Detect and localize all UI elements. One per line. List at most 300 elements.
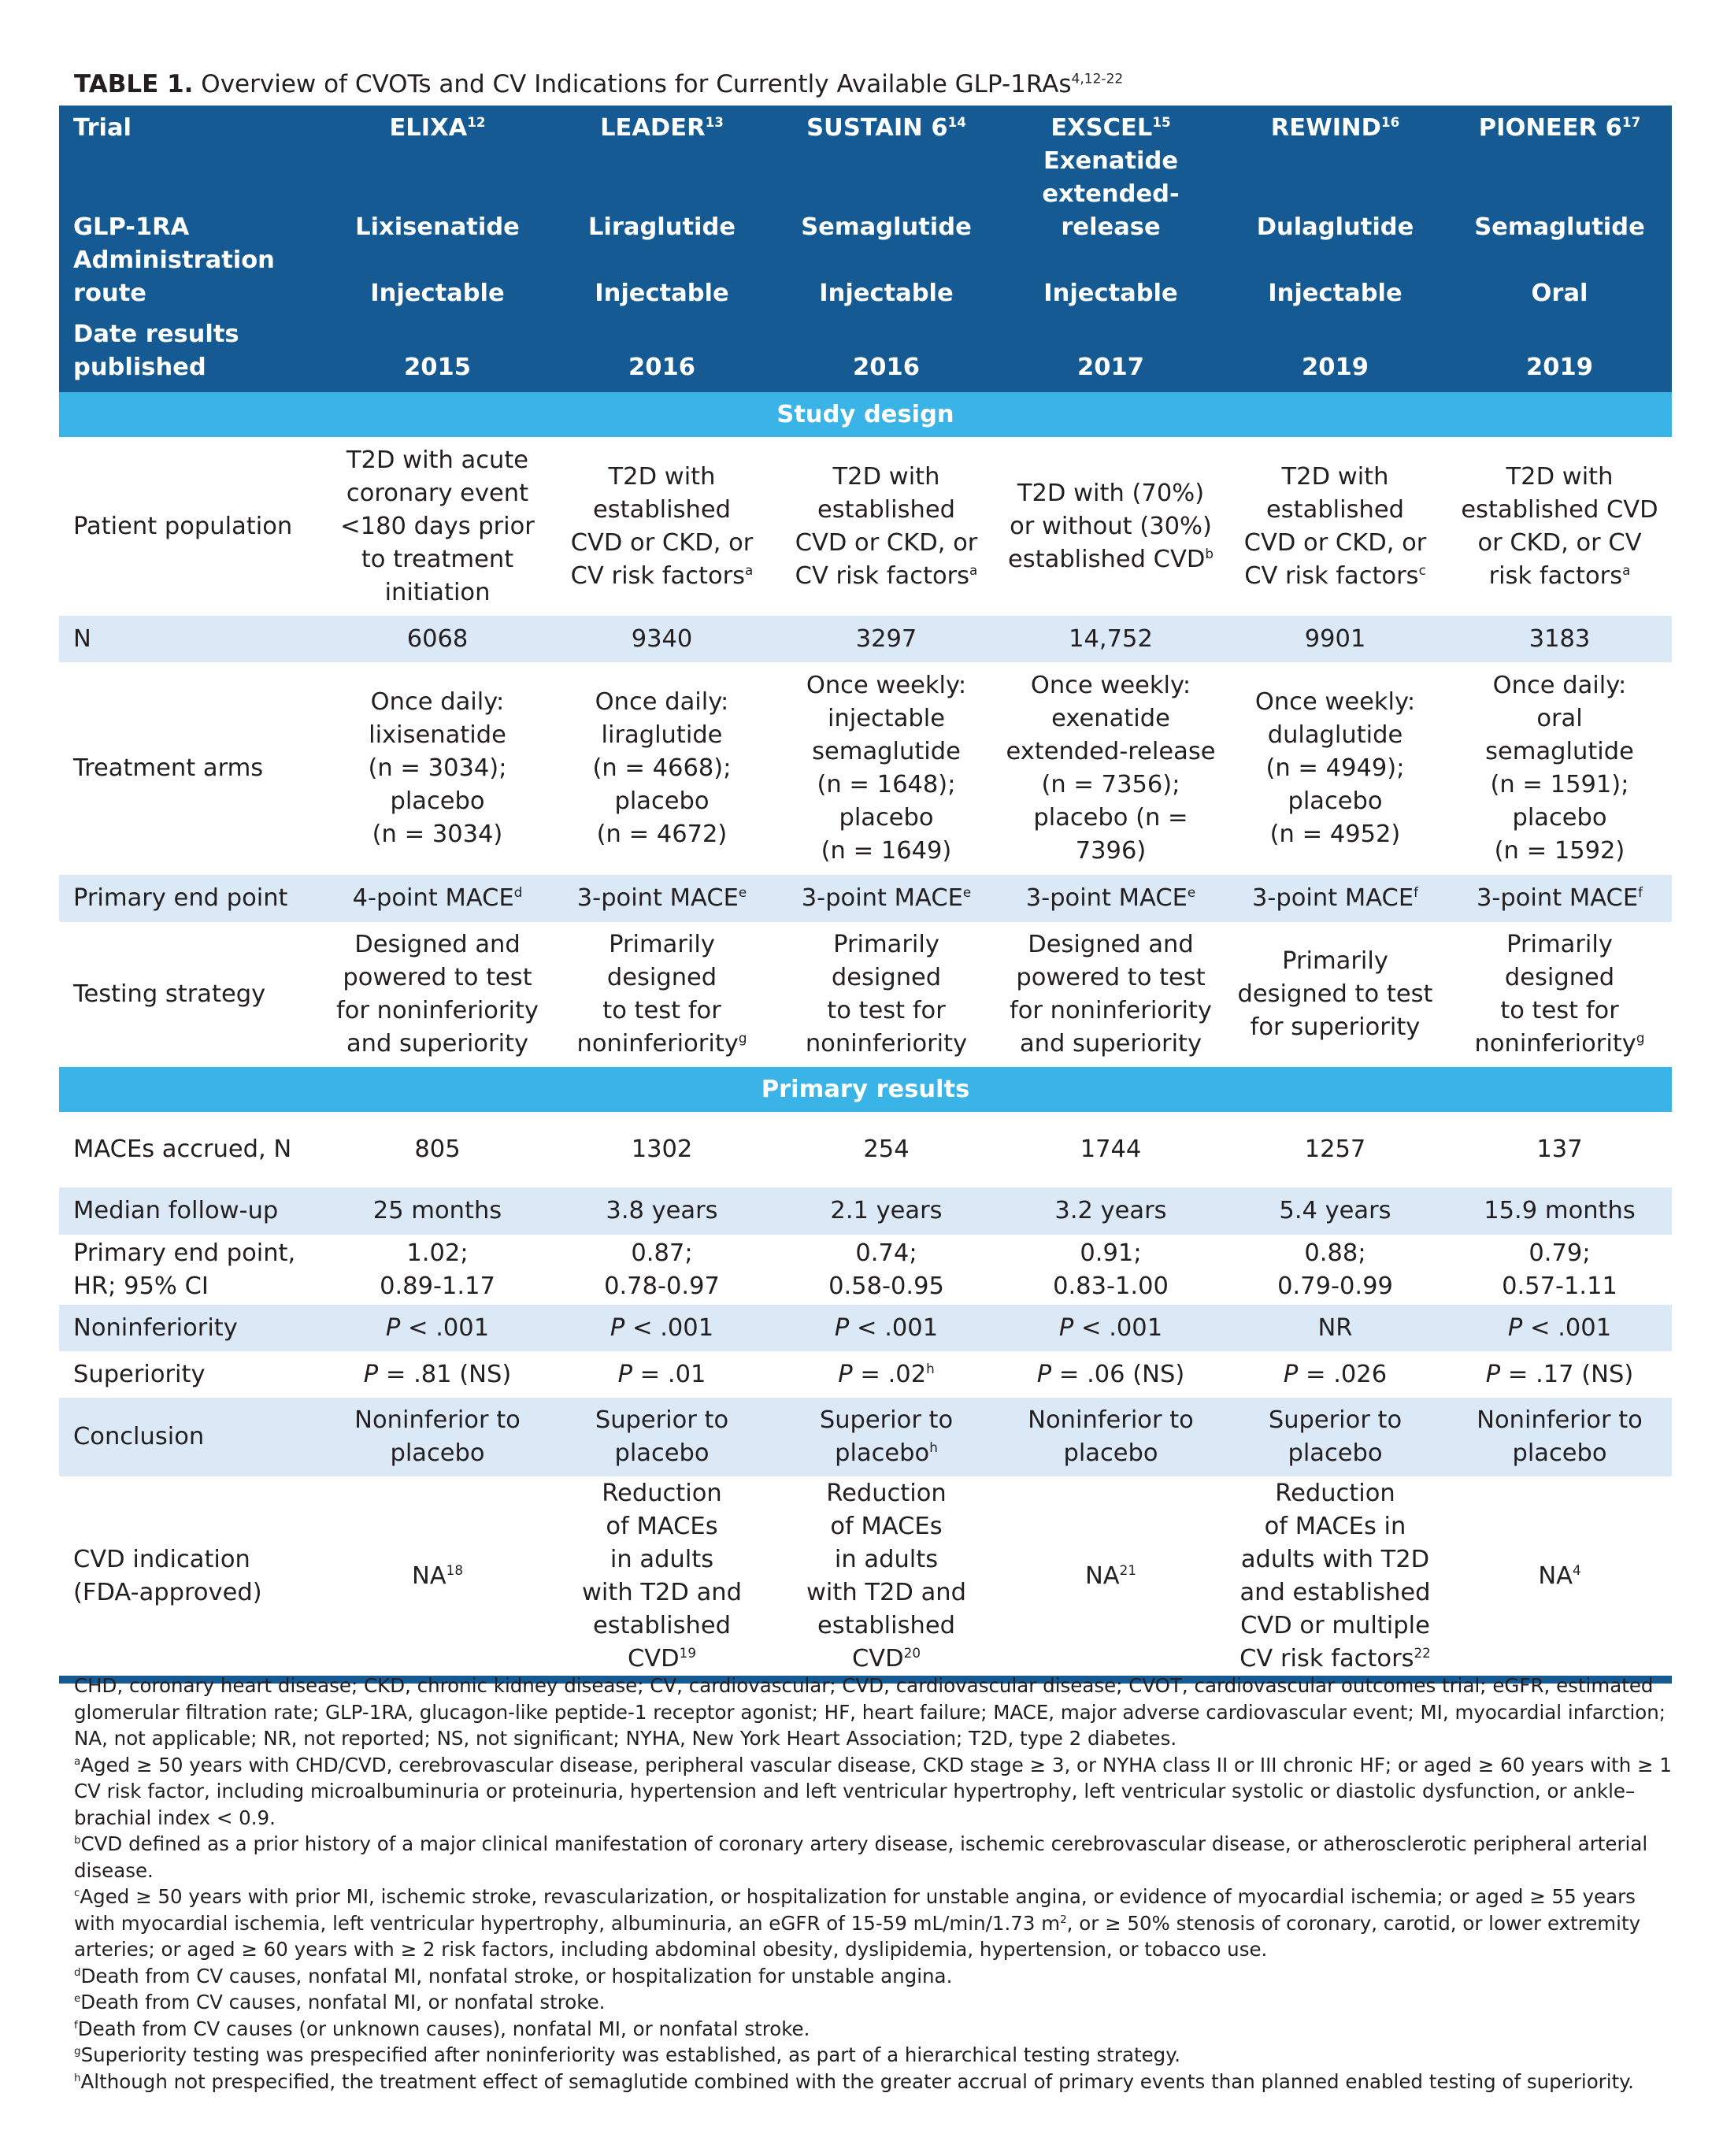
row-label-text: Median follow-up: [73, 1197, 279, 1224]
study-design-section: [59, 392, 1672, 437]
table-title-refs: 4,12-22: [1071, 71, 1124, 87]
primary-results-section-label: [59, 1067, 1672, 1112]
cell-line: Exenatide: [1043, 147, 1179, 175]
cell-line: Designed and: [1028, 931, 1194, 958]
cell-line: <180 days prior: [340, 512, 535, 540]
cell-line: 0.79-0.99: [1277, 1272, 1393, 1300]
cell-line: CV risk factors: [795, 561, 970, 590]
strategy-cell: [1223, 922, 1447, 1067]
arms-cell: [774, 662, 999, 875]
study-design-section-label: [59, 392, 1672, 437]
cell-line: liraglutide: [601, 721, 723, 749]
footnote-mark: d: [513, 884, 523, 900]
footnote-mark: g: [738, 1029, 747, 1046]
cell-line: Reduction: [602, 1479, 722, 1507]
endpoint-cell: [325, 875, 550, 922]
maces-cell: [774, 1112, 999, 1187]
cell-line: placebo: [1512, 804, 1607, 832]
footnote-g: [74, 2042, 1673, 2069]
footnote-mark: e: [1187, 884, 1196, 900]
cell-line: 0.57-1.11: [1502, 1272, 1617, 1300]
cell-line: placebo (n = 7396): [1033, 804, 1188, 865]
reference-mark: 18: [446, 1561, 464, 1578]
footnote-c: [74, 1884, 1673, 1963]
footnote-mark: c: [1418, 561, 1426, 578]
cell-text: 3.2 years: [1054, 1197, 1167, 1224]
cell-line: 0.89-1.17: [380, 1272, 495, 1300]
footnote-mark: f: [1414, 884, 1418, 900]
cell-line: 0.91;: [1080, 1239, 1142, 1267]
superiority-cell: [999, 1351, 1223, 1398]
primary-results-section: [59, 1067, 1672, 1112]
cell-line: Once daily:: [370, 688, 505, 716]
cell-line: NA: [411, 1561, 446, 1590]
cell-line: NA: [1084, 1561, 1120, 1590]
cell-line: T2D with: [1506, 462, 1614, 491]
cell-text: = .01: [632, 1360, 706, 1388]
cell-line: T2D with: [1281, 462, 1389, 491]
route-text: Oral: [1531, 280, 1588, 307]
population-label: [59, 437, 325, 616]
cell-line: (n = 3034): [372, 821, 503, 848]
cell-text: 1257: [1304, 1135, 1366, 1163]
cell-line: Designed and: [354, 931, 521, 958]
footnote-mark: a: [1622, 561, 1631, 578]
cell-line: placebo: [1288, 1439, 1383, 1467]
cell-line: Noninferior to: [1477, 1406, 1643, 1434]
cell-text: 3-point MACE: [801, 884, 963, 912]
noninferiority-cell: [1223, 1305, 1447, 1351]
cell-text: < .001: [849, 1313, 939, 1342]
followup-cell: [1447, 1187, 1672, 1235]
route-text: Injectable: [370, 280, 505, 307]
cell-line: placebo: [835, 1439, 930, 1467]
population-cell: [1447, 437, 1672, 616]
cell-line: with T2D and: [806, 1578, 966, 1606]
row-label-text: Testing strategy: [73, 980, 266, 1008]
cell-line: CVD or CKD, or: [570, 528, 754, 557]
cell-line: with T2D and: [581, 1578, 742, 1606]
trial-ref: 17: [1621, 113, 1641, 130]
cell-line: (n = 1648);: [817, 771, 956, 798]
year: [999, 310, 1223, 392]
cell-line: CV risk factors: [570, 561, 746, 590]
cell-line: semaglutide: [1485, 738, 1634, 765]
cell-text: 805: [414, 1135, 461, 1163]
cell-line: extended-release: [1006, 738, 1216, 765]
drug-name: [774, 145, 999, 244]
cell-text: 3297: [855, 624, 917, 653]
row-label-text: Noninferiority: [73, 1313, 238, 1342]
cell-line: Once weekly:: [1254, 688, 1416, 716]
p-letter: P: [1507, 1313, 1523, 1342]
cell-line: noninferiority: [1474, 1030, 1636, 1058]
superscript: 2: [1060, 1913, 1067, 1926]
cell-line: Superior to: [819, 1406, 954, 1434]
cell-line: placebo: [1063, 1439, 1158, 1467]
cell-line: (n = 1592): [1494, 837, 1625, 865]
footnote-mark: f: [1638, 884, 1643, 900]
trial-name-text: REWIND: [1270, 114, 1381, 142]
cell-line: CVD: [628, 1644, 680, 1673]
n-cell: [774, 616, 999, 662]
p-letter: P: [363, 1360, 379, 1388]
row-label-text: Superiority: [73, 1360, 206, 1388]
cell-line: (n = 4952): [1269, 821, 1401, 848]
trial-label: [59, 106, 325, 145]
trial-name-text: ELIXA: [389, 114, 468, 142]
route: [550, 244, 774, 310]
footnote-text: , or ≥ 50% stenosis of coronary, carotid, or lower extremity arteries; or aged ≥ 60 years with ≥ 2 risk factors, including abdominal obesity, dyslipidemia, hypertension, or tobacco use.: [74, 1911, 1641, 1961]
year: [1223, 310, 1447, 392]
cell-line: Primarily: [833, 931, 939, 958]
cell-line: Reduction: [1275, 1479, 1395, 1507]
cell-line: and superiority: [346, 1030, 529, 1058]
footnote-mark: f: [74, 2018, 78, 2032]
reference-mark: 20: [903, 1644, 921, 1661]
maces-cell: [1447, 1112, 1672, 1187]
followup-cell: [999, 1187, 1223, 1235]
footnote-mark: e: [74, 1991, 81, 2005]
row-label-text: Administration route: [73, 246, 275, 307]
footnote-text: Death from CV causes, nonfatal MI, nonfatal stroke, or hospitalization for unstable angina.: [80, 1964, 953, 1987]
cell-text: = .17 (NS): [1500, 1360, 1634, 1388]
drug-name: [1223, 145, 1447, 244]
cell-line: Once daily:: [595, 688, 729, 716]
footnote-mark: a: [745, 561, 754, 578]
cell-text: < .001: [624, 1313, 714, 1342]
superiority-cell: [774, 1351, 999, 1398]
cell-line: placebo: [1288, 787, 1383, 815]
year: [325, 310, 550, 392]
cell-line: (n = 4672): [596, 821, 728, 848]
reference-mark: 19: [679, 1644, 696, 1661]
arms-cell: [550, 662, 774, 875]
trial-ref: 15: [1152, 113, 1171, 130]
p-letter: P: [610, 1313, 625, 1342]
cell-line: established CVD: [1008, 545, 1206, 573]
reference-mark: 4: [1573, 1561, 1581, 1578]
followup-cell: [1223, 1187, 1447, 1235]
cell-line: designed to test: [1237, 980, 1433, 1008]
footnote-mark: e: [962, 884, 972, 900]
footnote-h: [74, 2069, 1673, 2095]
superiority-cell: [1447, 1351, 1672, 1398]
footnote-e: [74, 1989, 1673, 2016]
row-label-text: MACEs accrued, N: [73, 1135, 292, 1163]
cell-line: designed: [831, 964, 942, 991]
footnote-mark: a: [74, 1754, 81, 1768]
noninferiority-cell: [999, 1305, 1223, 1351]
noninferiority-cell: [774, 1305, 999, 1351]
hr-cell: [1223, 1235, 1447, 1305]
endpoint-label: [59, 875, 325, 922]
trial-name: [1447, 106, 1672, 145]
cell-line: lixisenatide: [369, 721, 506, 749]
indication-cell: [325, 1476, 550, 1680]
cell-text: 137: [1536, 1135, 1583, 1163]
footnote-text: Aged ≥ 50 years with prior MI, ischemic stroke, revascularization, or hospitalization for unstable angina, or evidence of myocardial ischemia; or aged ≥ 55 years with myocardial ischemia, left ventricular hypertrophy, albuminuria, an eGFR of 15-59 mL/min/1.73 m: [74, 1885, 1636, 1935]
n-cell: [325, 616, 550, 662]
noninferiority-cell: [1447, 1305, 1672, 1351]
cell-line: placebo: [1512, 1439, 1607, 1467]
cell-line: (n = 7356);: [1041, 771, 1180, 798]
cell-line: CV risk factors: [1239, 1644, 1414, 1673]
followup-label: [59, 1187, 325, 1235]
cell-line: to test for: [602, 997, 721, 1024]
route-text: Injectable: [595, 280, 729, 307]
cell-line: to test for: [1500, 997, 1619, 1024]
cell-line: or without (30%): [1010, 512, 1212, 540]
year-text: 2016: [853, 354, 920, 381]
noninferiority-cell: [325, 1305, 550, 1351]
year: [774, 310, 999, 392]
route-text: Injectable: [819, 280, 954, 307]
cell-line: for noninferiority: [336, 997, 539, 1024]
cell-line: initiation: [384, 578, 491, 606]
cell-line: noninferiority: [576, 1030, 739, 1058]
year-text: 2019: [1302, 354, 1369, 381]
cell-line: and established: [1239, 1578, 1431, 1606]
cell-line: CVD or multiple: [1240, 1611, 1430, 1639]
population-cell: [550, 437, 774, 616]
cell-line: and superiority: [1019, 1030, 1202, 1058]
conclusion-row: [59, 1398, 1672, 1476]
cell-text: 3-point MACE: [1251, 884, 1414, 912]
cell-text: < .001: [1073, 1313, 1163, 1342]
row-label-text: CVD indication: [73, 1545, 250, 1573]
drug-name-text: Semaglutide: [1474, 213, 1645, 241]
cell-line: coronary event: [346, 479, 529, 507]
cell-line: (n = 1649): [821, 837, 952, 865]
arms-cell: [325, 662, 550, 875]
reference-mark: 21: [1119, 1561, 1137, 1578]
cell-line: 1.02;: [406, 1239, 469, 1267]
cell-text: 1302: [631, 1135, 693, 1163]
endpoint-cell: [999, 875, 1223, 922]
endpoint-cell: [774, 875, 999, 922]
hr-cell: [550, 1235, 774, 1305]
n-cell: [999, 616, 1223, 662]
cell-line: Superior to: [595, 1406, 729, 1434]
footnote-mark: e: [738, 884, 747, 900]
strategy-label: [59, 922, 325, 1067]
header-date-row: [59, 310, 1672, 392]
p-letter: P: [1036, 1360, 1052, 1388]
cell-line: powered to test: [343, 964, 532, 991]
population-cell: [1223, 437, 1447, 616]
cell-line: established: [593, 495, 731, 524]
footnote-mark: g: [1636, 1029, 1645, 1046]
cell-text: 25 months: [372, 1197, 502, 1224]
cell-line: placebo: [614, 1439, 710, 1467]
cell-line: risk factors: [1488, 561, 1623, 590]
header-trial-row: [59, 106, 1672, 145]
followup-cell: [774, 1187, 999, 1235]
trial-ref: 12: [467, 113, 486, 130]
cell-text: 3.8 years: [606, 1197, 718, 1224]
cell-line: designed: [1504, 964, 1615, 991]
strategy-cell: [325, 922, 550, 1067]
year-text: 2016: [628, 354, 695, 381]
endpoint-cell: [1447, 875, 1672, 922]
cell-line: dulaglutide: [1267, 721, 1403, 749]
arms-cell: [1223, 662, 1447, 875]
cell-line: placebo: [390, 1439, 485, 1467]
footnote-mark: b: [1205, 545, 1214, 561]
followup-cell: [325, 1187, 550, 1235]
trial-name: [325, 106, 550, 145]
year-text: 2019: [1526, 354, 1593, 381]
cell-line: T2D with: [832, 462, 940, 491]
footnote-mark: b: [74, 1833, 81, 1847]
cell-line: in adults: [834, 1545, 939, 1573]
endpoint-row: [59, 875, 1672, 922]
date-label: [59, 310, 325, 392]
cell-line: placebo: [839, 804, 934, 832]
cell-text: 4-point MACE: [352, 884, 514, 912]
n-cell: [550, 616, 774, 662]
trial-ref: 16: [1380, 113, 1400, 130]
hr-label: [59, 1235, 325, 1305]
trial-name-text: PIONEER 6: [1478, 114, 1622, 142]
drug-name-text: Lixisenatide: [355, 213, 520, 241]
footnote-text: Death from CV causes (or unknown causes), nonfatal MI, or nonfatal stroke.: [77, 2017, 810, 2040]
p-letter: P: [1485, 1360, 1501, 1388]
cvot-table: [59, 106, 1672, 1684]
population-cell: [325, 437, 550, 616]
noninferiority-row: [59, 1305, 1672, 1351]
row-label-text: HR; 95% CI: [73, 1272, 209, 1300]
cell-text: 14,752: [1069, 624, 1153, 653]
patient-population-row: [59, 437, 1672, 616]
drug-name: [325, 145, 550, 244]
route-text: Injectable: [1268, 280, 1402, 307]
cell-line: Primarily: [1506, 931, 1613, 958]
cell-line: T2D with acute: [346, 446, 529, 474]
conclusion-cell: [774, 1398, 999, 1476]
maces-cell: [325, 1112, 550, 1187]
cell-text: < .001: [400, 1313, 490, 1342]
trial-name-text: SUSTAIN 6: [806, 114, 948, 142]
cell-text: < .001: [1522, 1313, 1612, 1342]
p-letter: P: [385, 1313, 401, 1342]
maces-label: [59, 1112, 325, 1187]
cell-line: 0.58-0.95: [828, 1272, 944, 1300]
header-drug-row: [59, 145, 1672, 244]
cell-line: or CKD, or CV: [1477, 528, 1642, 557]
trial-name: [550, 106, 774, 145]
footnote-mark: c: [74, 1886, 80, 1899]
footnote-b: [74, 1831, 1673, 1884]
row-label-text: Primary end point,: [73, 1239, 296, 1267]
route-label: [59, 244, 325, 310]
reference-mark: 22: [1414, 1644, 1431, 1661]
indication-label: [59, 1476, 325, 1680]
cell-text: 15.9 months: [1484, 1197, 1636, 1224]
year-text: 2017: [1077, 354, 1144, 381]
row-label-text: Primary end point: [73, 884, 288, 912]
trial-name-text: EXSCEL: [1050, 114, 1153, 142]
footnote-mark: h: [929, 1439, 938, 1455]
drug-name-text: Dulaglutide: [1256, 213, 1414, 241]
cell-line: Primarily: [1282, 947, 1388, 975]
footnote-mark: d: [74, 1965, 81, 1979]
cell-line: Superior to: [1268, 1406, 1402, 1434]
drug-name-text: Semaglutide: [801, 213, 972, 241]
arms-cell: [999, 662, 1223, 875]
trial-name: [999, 106, 1223, 145]
cell-line: 0.87;: [631, 1239, 693, 1267]
cell-line: Once daily:: [1492, 672, 1627, 699]
cell-line: 0.78-0.97: [604, 1272, 720, 1300]
drug-name-text: Liraglutide: [587, 213, 736, 241]
row-label-text: published: [73, 354, 206, 381]
endpoint-cell: [1223, 875, 1447, 922]
cell-line: (n = 4949);: [1265, 754, 1405, 782]
maces-cell: [550, 1112, 774, 1187]
trial-ref: 14: [947, 113, 966, 130]
cell-line: established: [593, 1611, 731, 1639]
row-label-text: GLP-1RA: [73, 213, 190, 241]
row-label-text: Trial: [73, 114, 132, 142]
hr-cell: [1447, 1235, 1672, 1305]
route: [1447, 244, 1672, 310]
hr-row: [59, 1235, 1672, 1305]
cell-line: to treatment: [361, 545, 514, 573]
superiority-label: [59, 1351, 325, 1398]
cell-line: exenatide: [1051, 705, 1170, 732]
noninferiority-label: [59, 1305, 325, 1351]
cell-line: T2D with: [608, 462, 716, 491]
n-row: [59, 616, 1672, 662]
row-label-text: N: [73, 624, 91, 653]
row-label-text: Treatment arms: [73, 754, 264, 782]
abbreviations: CHD, coronary heart disease; CKD, chronic kidney disease; CV, cardiovascular; CVD, cardiovascular disease; CVOT, cardiovascular outcomes trial; eGFR, estimated glomerular filtration rate; GLP-1RA, glucagon-like peptide-1 receptor agonist; HF, heart failure; MACE, major adverse cardiovascular event; MI, myocardial infarction; NA, not applicable; NR, not reported; NS, not significant; NYHA, New York Heart Association; T2D, type 2 diabetes.: [74, 1674, 1666, 1750]
table-title: [74, 68, 1123, 101]
strategy-cell: [999, 922, 1223, 1067]
cell-line: placebo: [390, 787, 485, 815]
cell-text: 3-point MACE: [1476, 884, 1639, 912]
n-label: [59, 616, 325, 662]
cell-line: Once weekly:: [1030, 672, 1191, 699]
year: [1447, 310, 1672, 392]
year-text: 2015: [404, 354, 471, 381]
footnotes: [74, 1673, 1673, 2095]
year: [550, 310, 774, 392]
p-letter: P: [838, 1360, 853, 1388]
p-letter: P: [1058, 1313, 1074, 1342]
cell-line: NA: [1538, 1561, 1573, 1590]
trial-ref: 13: [705, 113, 724, 130]
followup-cell: [550, 1187, 774, 1235]
cell-line: in adults: [610, 1545, 714, 1573]
cell-text: 254: [863, 1135, 910, 1163]
cell-line: 0.88;: [1304, 1239, 1366, 1267]
cell-text: 9901: [1304, 624, 1366, 653]
cell-line: 0.79;: [1528, 1239, 1591, 1267]
superiority-cell: [550, 1351, 774, 1398]
table-title-text: Overview of CVOTs and CV Indications for Currently Available GLP-1RAs: [201, 70, 1072, 98]
p-letter: P: [617, 1360, 632, 1388]
strategy-cell: [550, 922, 774, 1067]
population-cell: [999, 437, 1223, 616]
p-letter: P: [834, 1313, 850, 1342]
cell-text: 6068: [406, 624, 469, 653]
footnote-mark: h: [74, 2071, 81, 2084]
footnote-text: Although not prespecified, the treatment effect of semaglutide combined with the greater accrual of primary events than planned enabled testing of superiority.: [80, 2069, 1634, 2093]
cell-line: Noninferior to: [1028, 1406, 1194, 1434]
